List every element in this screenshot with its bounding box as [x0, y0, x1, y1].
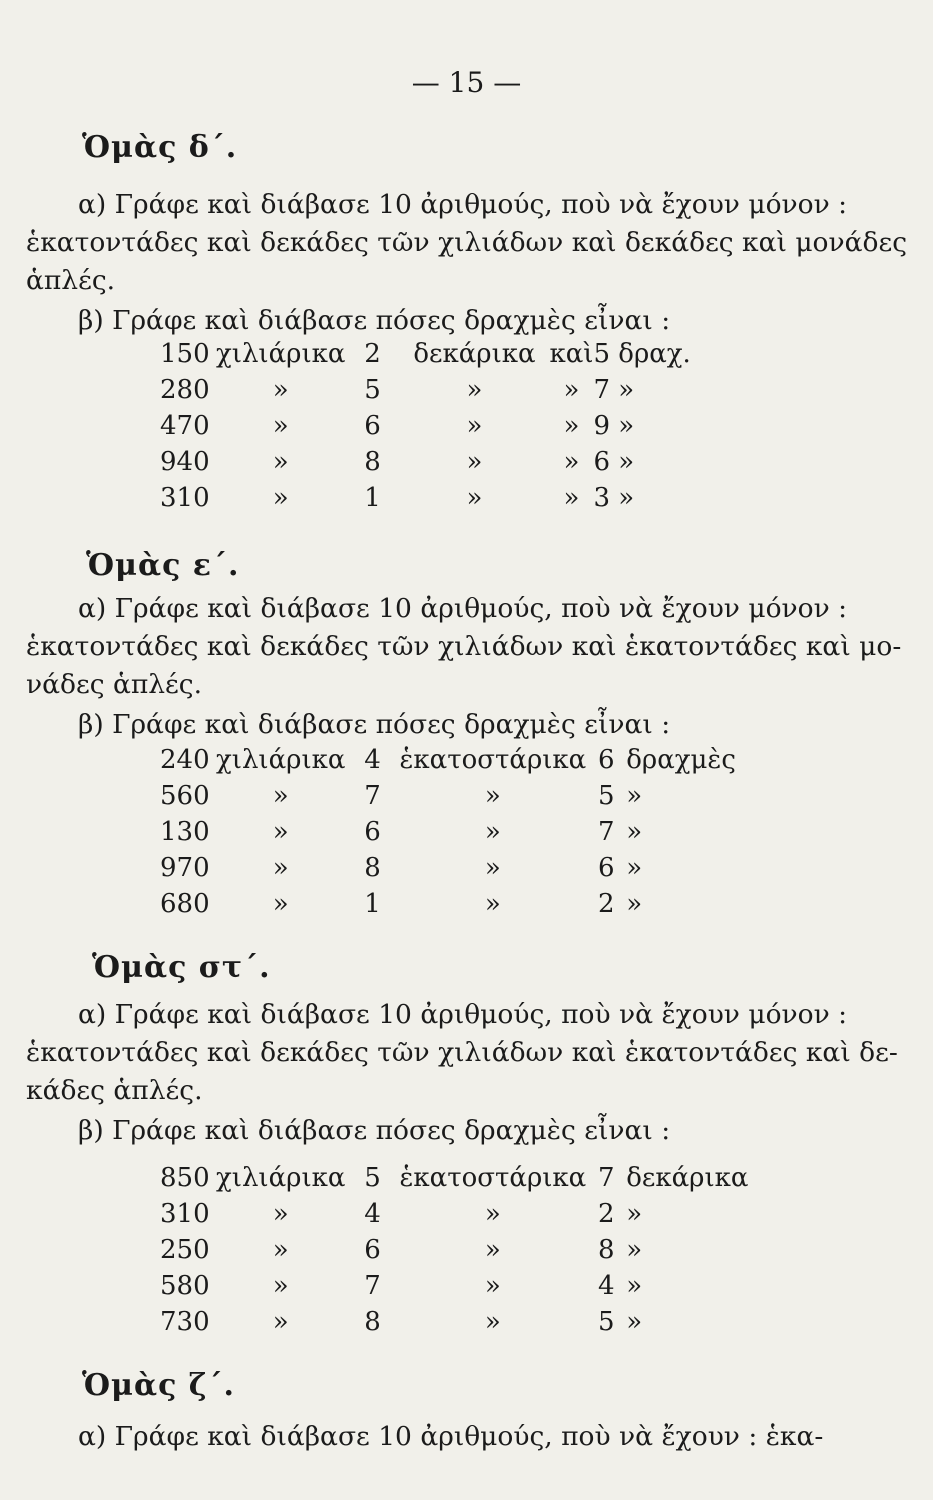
text-line: α) Γράφε καὶ διάβασε 10 ἀριθμούς, ποὺ νὰ ἔχουν μόνον : — [78, 189, 848, 220]
table-cell: 4 — [597, 1271, 615, 1301]
table-cell: 8 — [364, 447, 381, 477]
table-cell: 7 — [364, 781, 381, 811]
table-cell: 6 » — [593, 447, 635, 477]
text-line: α) Γράφε καὶ διάβασε 10 ἀριθμούς, ποὺ νὰ ἔχουν μόνον : — [78, 593, 848, 624]
table-cell: 240 — [160, 745, 210, 775]
section-epsilon-part-a — [26, 590, 902, 704]
table-cell: » — [272, 483, 289, 513]
table-cell: ἑκατοστάρικα — [399, 745, 587, 775]
table-cell: » — [626, 1199, 643, 1229]
table-row — [160, 850, 736, 886]
page-number: — 15 — — [411, 66, 522, 99]
table-cell: » — [484, 1307, 501, 1337]
table-cell: 730 — [160, 1307, 210, 1337]
table-cell: 130 — [160, 817, 210, 847]
text-line: ἑκατοντάδες καὶ δεκάδες τῶν χιλιάδων καὶ ἑκατοντάδες καὶ δε- — [26, 1037, 898, 1068]
table-cell: » — [484, 781, 501, 811]
section-epsilon-table — [160, 742, 736, 922]
table-cell: » — [626, 1307, 643, 1337]
table-cell: » — [626, 1271, 643, 1301]
table-cell: ἑκατοστάρικα — [399, 1163, 587, 1193]
table-cell: 850 — [160, 1163, 210, 1193]
table-cell: 1 — [364, 889, 381, 919]
text-line: ἑκατοντάδες καὶ δεκάδες τῶν χιλιάδων καὶ ἑκατοντάδες καὶ μο- — [26, 631, 902, 662]
section-heading-epsilon: Ὁμὰς ε΄. — [86, 548, 240, 583]
table-cell: 6 — [364, 411, 381, 441]
table-cell: » — [484, 1235, 501, 1265]
table-cell: 6 — [597, 745, 615, 775]
table-cell: » — [466, 411, 483, 441]
table-cell: » — [466, 447, 483, 477]
table-cell: » — [272, 1307, 289, 1337]
table-cell: 310 — [160, 1199, 210, 1229]
table-cell: » — [563, 447, 580, 477]
table-cell: 4 — [364, 745, 381, 775]
table-cell: 940 — [160, 447, 210, 477]
text-line: ἑκατοντάδες καὶ δεκάδες τῶν χιλιάδων καὶ δεκάδες καὶ μονάδες — [26, 227, 908, 258]
table-cell: χιλιάρικα — [216, 339, 346, 369]
table-cell: » — [272, 889, 289, 919]
table-cell: 7 — [597, 1163, 615, 1193]
section-epsilon-part-b — [26, 706, 796, 744]
table-cell: 970 — [160, 853, 210, 883]
table-row — [160, 336, 691, 372]
table-cell: » — [466, 375, 483, 405]
table-cell: » — [484, 817, 501, 847]
table-cell: » — [484, 1271, 501, 1301]
section-delta-part-a — [26, 186, 908, 300]
table-cell: 280 — [160, 375, 210, 405]
table-row — [160, 814, 736, 850]
table-cell: 5 — [364, 375, 381, 405]
section-stigma-part-b — [26, 1112, 796, 1150]
table-cell: 560 — [160, 781, 210, 811]
table-cell: 9 » — [593, 411, 635, 441]
table-cell: 7 — [597, 817, 615, 847]
table-cell: 5 δραχ. — [593, 339, 691, 369]
table-cell: » — [484, 889, 501, 919]
table-row — [160, 408, 691, 444]
table-cell: 6 — [597, 853, 615, 883]
table-cell: 6 — [364, 1235, 381, 1265]
table-cell: 2 — [597, 1199, 615, 1229]
text-line: β) Γράφε καὶ διάβασε πόσες δραχμὲς εἶναι : — [78, 709, 671, 740]
table-cell: » — [272, 781, 289, 811]
table-cell: 7 — [364, 1271, 381, 1301]
table-cell: » — [272, 853, 289, 883]
text-line: β) Γράφε καὶ διάβασε πόσες δραχμὲς εἶναι : — [78, 305, 671, 336]
table-cell: 4 — [364, 1199, 381, 1229]
table-cell: » — [272, 447, 289, 477]
table-cell: » — [466, 483, 483, 513]
section-stigma-part-a — [26, 996, 898, 1110]
table-cell: » — [563, 483, 580, 513]
table-cell: » — [272, 1235, 289, 1265]
table-row — [160, 1268, 748, 1304]
table-cell: » — [626, 1235, 643, 1265]
table-cell: » — [563, 375, 580, 405]
table-cell: » — [626, 781, 643, 811]
table-cell: » — [484, 853, 501, 883]
table-cell: δραχμὲς — [626, 745, 736, 775]
table-row — [160, 886, 736, 922]
table-row — [160, 1304, 748, 1340]
text-line: α) Γράφε καὶ διάβασε 10 ἀριθμούς, ποὺ νὰ ἔχουν μόνον : — [78, 999, 848, 1030]
table-cell: 5 — [597, 781, 615, 811]
table-cell: 8 — [364, 1307, 381, 1337]
table-cell: 1 — [364, 483, 381, 513]
table-cell: » — [272, 817, 289, 847]
table-cell: 5 — [597, 1307, 615, 1337]
table-row — [160, 1196, 748, 1232]
table-cell: » — [484, 1199, 501, 1229]
section-zeta-part-a — [26, 1418, 824, 1456]
table-cell: 2 — [364, 339, 381, 369]
table-row — [160, 444, 691, 480]
table-cell: » — [626, 889, 643, 919]
text-line: ἁπλές. — [26, 265, 116, 296]
table-cell: δεκάρικα — [626, 1163, 749, 1193]
table-row — [160, 480, 691, 516]
text-line: α) Γράφε καὶ διάβασε 10 ἀριθμούς, ποὺ νὰ ἔχουν : ἑκα- — [78, 1421, 824, 1452]
table-cell: 470 — [160, 411, 210, 441]
table-row — [160, 778, 736, 814]
table-cell: δεκάρικα — [413, 339, 536, 369]
table-cell: 3 » — [593, 483, 635, 513]
section-delta-table — [160, 336, 691, 516]
table-cell: 6 — [364, 817, 381, 847]
text-line: κάδες ἁπλές. — [26, 1075, 203, 1106]
table-cell: 8 — [364, 853, 381, 883]
table-cell: 8 — [597, 1235, 615, 1265]
table-cell: χιλιάρικα — [216, 1163, 346, 1193]
table-cell: 580 — [160, 1271, 210, 1301]
table-cell: » — [272, 1199, 289, 1229]
table-cell: » — [272, 375, 289, 405]
table-cell: 5 — [364, 1163, 381, 1193]
table-cell: 680 — [160, 889, 210, 919]
section-heading-stigma: Ὁμὰς στ΄. — [92, 950, 271, 985]
table-cell: 150 — [160, 339, 210, 369]
table-row — [160, 1160, 748, 1196]
table-cell: 2 — [597, 889, 615, 919]
section-stigma-table — [160, 1160, 748, 1340]
table-row — [160, 742, 736, 778]
section-delta-part-b — [26, 302, 796, 340]
table-cell: καὶ — [549, 339, 594, 369]
text-line: β) Γράφε καὶ διάβασε πόσες δραχμὲς εἶναι : — [78, 1115, 671, 1146]
section-heading-delta: Ὁμὰς δ΄. — [82, 130, 238, 165]
table-cell: 310 — [160, 483, 210, 513]
table-row — [160, 372, 691, 408]
table-cell: » — [626, 817, 643, 847]
table-cell: » — [626, 853, 643, 883]
table-cell: » — [272, 1271, 289, 1301]
table-cell: 7 » — [593, 375, 635, 405]
table-cell: » — [272, 411, 289, 441]
section-heading-zeta: Ὁμὰς ζ΄. — [82, 1368, 236, 1403]
table-row — [160, 1232, 748, 1268]
table-cell: 250 — [160, 1235, 210, 1265]
text-line: νάδες ἁπλές. — [26, 669, 203, 700]
table-cell: χιλιάρικα — [216, 745, 346, 775]
table-cell: » — [563, 411, 580, 441]
